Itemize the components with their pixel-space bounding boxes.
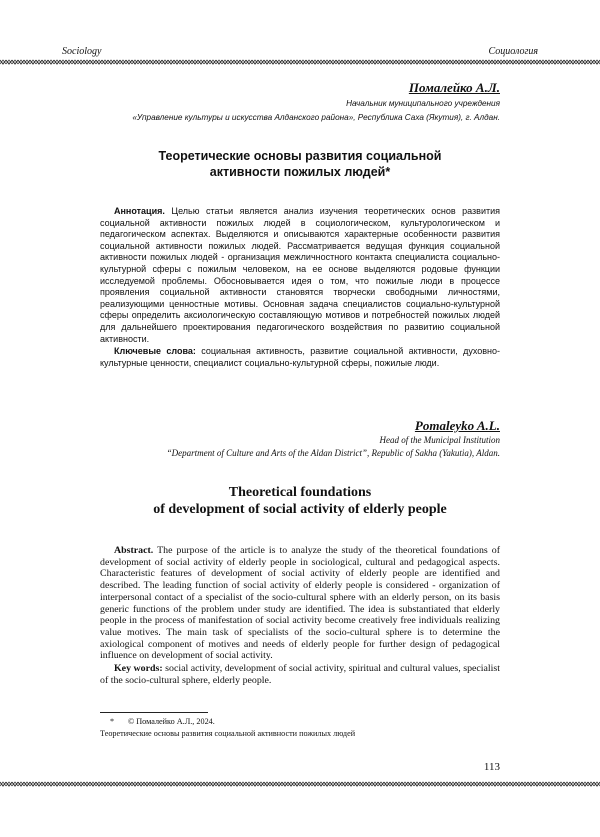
footnote-copyright-line xyxy=(100,716,500,728)
footnote-title: Теоретические основы развития социальной активности пожилых людей xyxy=(100,728,500,740)
decorative-border-top xyxy=(0,58,600,66)
journal-page xyxy=(0,0,600,837)
keywords-text: социальная активность, развитие социальной активности, духовно-культурные ценности, специалист социально-культурной сферы, пожилые люди. xyxy=(100,346,500,368)
abstract-label: Abstract. xyxy=(114,545,153,556)
article-title-en xyxy=(100,484,500,518)
title-line-2: активности пожилых людей* xyxy=(100,164,500,180)
running-head-left: Sociology xyxy=(62,46,101,57)
title-line-1: Theoretical foundations xyxy=(100,484,500,501)
footnote xyxy=(100,716,500,740)
author-affiliation-ru xyxy=(100,97,500,125)
keywords-en xyxy=(100,663,500,686)
decorative-border-bottom xyxy=(0,780,600,788)
footnote-mark: * xyxy=(110,716,128,728)
abstract-text: The purpose of the article is to analyze the study of the theoretical foundations of development of social activity of elderly people in sociological, cultural and pedagogical aspects. Characteristic features of development of social activity of elderly people are identified and described. The leading function of social activity of elderly people is considered - organization of interpersonal contact of a specialist of the socio-cultural sphere with an elderly person, on its basis generic functions of the problem under study are identified. The idea is substantiated that elderly people in the process of manifestation of social activity become creatively free individuals realizing value motives. The main task of specialists of the socio-cultural sphere is to determine the axiological component of motives and needs of elderly people for further design of pedagogical influence on development of social activity. xyxy=(100,545,500,661)
running-head xyxy=(62,46,538,57)
zigzag-line-icon xyxy=(0,780,600,788)
affiliation-line-2: “Department of Culture and Arts of the Aldan District”, Republic of Sakha (Yakutia), Aldan. xyxy=(100,447,500,460)
author-affiliation-en xyxy=(100,434,500,460)
abstract-en xyxy=(100,545,500,662)
running-head-right: Социология xyxy=(488,46,538,57)
keywords-label: Ключевые слова: xyxy=(114,346,196,356)
keywords-label: Key words: xyxy=(114,663,163,674)
abstract-ru xyxy=(100,206,500,345)
affiliation-line-1: Head of the Municipal Institution xyxy=(100,434,500,447)
affiliation-line-1: Начальник муниципального учреждения xyxy=(100,97,500,111)
affiliation-line-2: «Управление культуры и искусства Алданского района», Республика Саха (Якутия), г. Алдан. xyxy=(100,111,500,125)
keywords-ru xyxy=(100,346,500,369)
title-line-1: Теоретические основы развития социальной xyxy=(100,148,500,164)
footnote-copyright: © Помалейко А.Л., 2024. xyxy=(128,717,215,726)
page-number: 113 xyxy=(484,761,500,773)
author-name-en: Pomaleyko A.L. xyxy=(415,418,500,434)
author-name-ru: Помалейко А.Л. xyxy=(409,80,500,96)
zigzag-line-icon xyxy=(0,58,600,66)
keywords-text: social activity, development of social activity, spiritual and cultural values, specialist of the socio-cultural sphere, elderly people. xyxy=(100,663,500,686)
abstract-text: Целью статьи является анализ изучения теоретических основ развития социальной активности пожилых людей в социологическом, культурологическом и педагогическом аспектах. Выделяются и описываются характерные особенности развития социальной активности пожилых людей. Рассматривается ведущая функция социальной активности пожилых людей - организация межличностного контакта специалиста социально-культурной сферы с пожилым человеком, на ее основе выделяются родовые функции исследуемой проблемы. Обосновывается идея о том, что пожилые люди в процессе проявления социальной активности становятся творчески свободными личностями, реализующими ценностные мотивы. Основная задача специалистов социально-культурной сферы определить аксиологическую составляющую мотивов и потребностей пожилых людей для дальнейшего проектирования педагогического воздействия по развитию социальной активности. xyxy=(100,206,500,344)
title-line-2: of development of social activity of elderly people xyxy=(100,501,500,518)
article-title-ru xyxy=(100,148,500,180)
abstract-label: Аннотация. xyxy=(114,206,165,216)
footnote-divider xyxy=(100,712,208,713)
